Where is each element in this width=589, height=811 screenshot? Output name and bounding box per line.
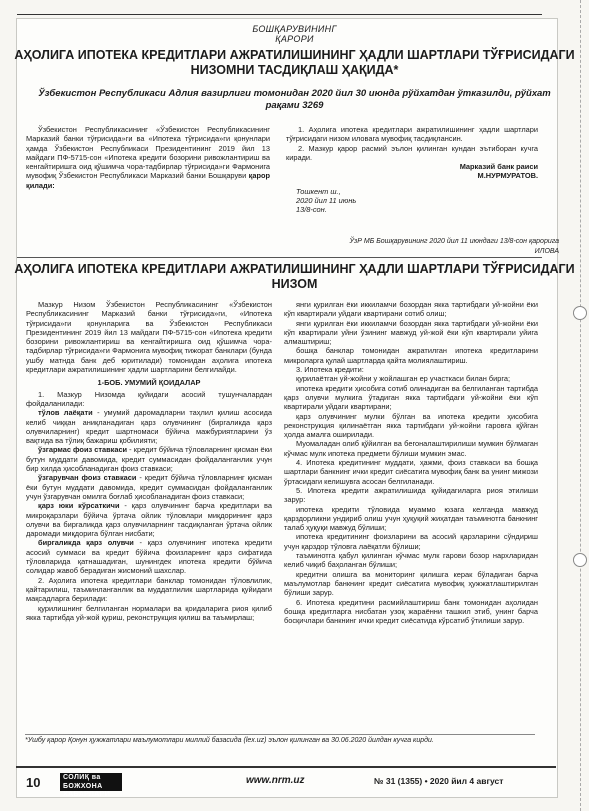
paragraph: 6. Ипотека кредитини расмийлаштириш банк томонидан аҳолидан бошқа кредитларга нисбатан узоқ жараённи ташкил этиб, унинг барча босқичлари банкнинг ички кредит сиёсатида кўрсатиб ўтилиши зарур. — [284, 597, 538, 626]
logo-line: СОЛИҚ ва — [63, 774, 101, 781]
appendix-note: ЎзР МБ Бошқарувининг 2020 йил 11 июндаги 13/8-сон қарорига — [349, 238, 559, 245]
signer-role: Марказий банк раиси — [459, 162, 538, 172]
paragraph: қарз олувчининг мулки бўлган ва ипотека кредити ҳисобига реконструкция қилинаётган якка тартибдаги уй-жойни гаровга қўйган ҳолда амалга оширилади. — [284, 411, 538, 440]
paragraph: ипотека кредитининг фоизларини ва асосий қарзларини сўндириш учун қарздор тўловга лаёқатли бўлиши; — [284, 532, 538, 551]
paragraph: ипотека кредити тўловида муаммо юзага келганда мавжуд қарздорликни ундириб олиш учун ҳуқуқий жиҳатдан таъминотга банкнинг талаб ҳуқуқи мавжуд бўлиши; — [284, 504, 538, 533]
paragraph: янги қурилган ёки иккиламчи бозордан якка тартибдаги уй-жойни ёки кўп квартирали уйдаги квартирани сотиб олиш; — [284, 300, 538, 319]
paragraph: 1. Мазкур Низомда қуйидаги асосий тушунчалардан фойдаланилади: — [26, 389, 272, 408]
binder-hole — [573, 306, 587, 320]
resolved-label: қарор қилади: — [26, 171, 270, 190]
paragraph: кредитни олишга ва мониторинг қилишга керак бўладиган барча маълумотлар банкнинг кредит сиёсатига мувофиқ ҳужжатлаштирилган бўлиши зарур. — [284, 569, 538, 598]
signature-block — [286, 162, 538, 181]
newspaper-logo — [60, 773, 122, 798]
paragraph: 3. Ипотека кредити: — [296, 365, 364, 375]
page-footer — [16, 766, 556, 798]
perforation-line — [580, 0, 581, 811]
place-city: Тошкент ш., — [296, 186, 341, 196]
definition-term: ўзгарувчан фоиз ставкаси — [38, 473, 137, 483]
kicker-line: БОШҚАРУВИНИНГ — [252, 24, 337, 34]
page-number: 10 — [26, 775, 41, 790]
resolution-item: 2. Мазкур қарор расмий эълон қилинган кундан эътиборан кучга киради. — [286, 143, 538, 162]
paragraph: 2. Аҳолига ипотека кредитлари банклар томонидан тўловлилик, қайтарилиш, таъминланганлик ва муддатлилик шартларида қуйидаги мақсадларга берилади: — [26, 575, 272, 604]
paragraph: Муомаладан олиб қўйилган ва бегоналаштирилиши мумкин бўлмаган кўчмас мулк ипотека предмети бўлиши мумкин эмас. — [284, 439, 538, 458]
resolution-title: АҲОЛИГА ИПОТЕКА КРЕДИТЛАРИ АЖРАТИЛИШИНИНГ ҲАДЛИ ШАРТЛАРИ ТЎҒРИСИДАГИ НИЗОМНИ ТАСДИҚЛАШ ҲАҚИДА* — [14, 48, 575, 77]
intro-right-column — [286, 125, 538, 215]
signer-name: М.НУРМУРАТОВ. — [477, 171, 538, 181]
paragraph: ипотека кредити ҳисобига сотиб олинадиган ва белгиланган тартибда қарз олувчи мулкига ўтадиган якка тартибдаги уй-жойни ёки кўп квартирали уйдаги квартирани; — [284, 383, 538, 412]
decree-number: 13/8-сон. — [296, 205, 327, 215]
place-date-text: 2020 йил 11 июнь — [296, 196, 357, 206]
registration-subtitle: Ўзбекистон Республикаси Адлия вазирлиги томонидан 2020 йил 30 июнда рўйхатдан ўтказилди, рўйхат рақами 3269 — [38, 88, 551, 111]
definition-text: - кредит бўйича тўловларнинг қисман ёки бутун муддати давомида, кредит суммасидан фойдаланганлик учун бир хилда ҳисобланадиган фоиз ставкаси; — [26, 445, 272, 474]
paragraph: янги қурилган ёки иккиламчи бозордан якка тартибдаги уй-жойни ёки кўп квартирали уйни ўзининг мавжуд уй-жой ёки кўп квартирали уйига алмаштириш; — [284, 318, 538, 347]
paragraph: қурилаётган уй-жойни у жойлашган ер участкаси билан бирга; — [296, 374, 511, 384]
intro-left-column — [26, 125, 270, 190]
binder-hole — [573, 553, 587, 567]
website-link[interactable]: www.nrm.uz — [246, 775, 305, 786]
section-kicker — [0, 24, 589, 44]
issue-info: № 31 (1355) • 2020 йил 4 август — [374, 776, 504, 786]
place-date — [296, 187, 538, 215]
paragraph: таъминотга қабул қилинган кўчмас мулк гарови бозор нархларидан келиб чиқиб баҳоланган бўлиши; — [284, 551, 538, 570]
definition-text: - қарз олувчининг барча кредитлари ва микроқарзлари бўйича ўртача ойлик тўловлари миқдорининг қарз олувчи ва биргаликда қарз олувчиларнинг тасдиқланган ўртача ойлик даромади миқдорига бўлган нисбати; — [26, 501, 272, 539]
body-left-column — [26, 300, 272, 622]
chapter-heading: 1-БОБ. УМУМИЙ ҚОИДАЛАР — [97, 378, 201, 388]
logo-line: БОЖХОНА ХАБАРЛАРИ — [63, 782, 111, 798]
paragraph: 4. Ипотека кредитининг муддати, ҳажми, фоиз ставкаси ва бошқа шартлари банкнинг ички кредит сиёсатига мувофиқ банк ва унинг мижози ўртасидаги келишувга асосан белгиланади. — [284, 458, 538, 486]
body-right-column — [284, 300, 538, 625]
paragraph: бошқа банклар томонидан ажратилган ипотека кредитларини микроларга қулай шартларда қайта молиялаштириш. — [284, 346, 538, 365]
definition-term: биргаликда қарз олувчи — [38, 538, 134, 548]
intro-text: Ўзбекистон Республикасининг «Ўзбекистон Республикасининг Марказий банки тўғрисида»ги ва «Ипотека тўғрисида»ги қонунлари ҳамда Ўзбекистон Республикаси Президентининг 2019 йил 13 майдаги ПФ-5715-сон «Ипотека кредити бозорини ривожлантириш ва кенгайтиришга оид қўшимча чора-тадбирлар тўғрисида»ги Фармонига мувофиқ Ўзбекистон Республикаси Марказий банки Бошқаруви — [26, 125, 270, 181]
kicker-line: ҚАРОРИ — [275, 34, 314, 44]
section-rule — [17, 257, 542, 258]
definition-text: - қарз олувчининг ипотека кредити асосий суммаси ва кредит бўйича фоизларнинг қарз сифатида тўловларида қатнашадиган, шунингдек ипотека кредити бўйича солидар жавоб берадиган жисмоний шахслар. — [26, 538, 272, 576]
paragraph: қурилишнинг белгиланган нормалари ва қоидаларига риоя қилиб якка тартибда уй-жой қуриш, реконструкция қилиш ва таъмирлаш; — [26, 603, 272, 622]
regulation-title: АҲОЛИГА ИПОТЕКА КРЕДИТЛАРИ АЖРАТИЛИШИНИНГ ҲАДЛИ ШАРТЛАРИ ТЎҒРИСИДАГИ НИЗОМ — [14, 262, 575, 291]
definition-term: тўлов лаёқати — [38, 408, 93, 418]
definition-term: қарз юки кўрсаткичи — [38, 501, 120, 511]
definition-text: - кредит бўйича тўловларнинг қисман ёки бутун муддати давомида, кредит суммасидан фойдаланганлик учун ўзгарувчан омилга боғлаб ҳисобланадиган фоиз ставкаси; — [26, 473, 272, 501]
resolution-item: 1. Аҳолига ипотека кредитлари ажратилишининг ҳадли шартлари тўғрисидаги низом иловага мувофиқ тасдиқлансин. — [286, 125, 538, 144]
definition-text: - умумий даромадларни таҳлил қилиш асосида келиб чиққан аниқланадиган қарз олувчининг (биргаликда қарз олувчиларнинг) кредит шартномаси бўйича мажбуриятларини ўз вақтида ва тўлиқ бажариш қобилияти; — [26, 408, 272, 446]
top-rule — [17, 14, 542, 15]
appendix-label: ИЛОВА — [534, 248, 559, 255]
paragraph: 5. Ипотека кредити ажратилишида қуйидагиларга риоя этилиши зарур: — [284, 485, 538, 505]
footnote: *Ушбу қарор Қонун ҳужжатлари маълумотлари миллий базасида (lex.uz) эълон қилинган ва 30.06.2020 йилдан кучга кирди. — [25, 734, 535, 744]
definition-term: ўзгармас фоиз ставкаси — [38, 445, 128, 455]
paragraph: Мазкур Низом Ўзбекистон Республикасининг «Ўзбекистон Республикасининг Марказий банки тўғрисида»ги, «Ипотека тўғрисида»ги қонунларига ва Ўзбекистон Республикаси Президентининг 2019 йил 13 майдаги ПФ-5715-сон «Ипотека кредити бозорини ривожлантириш ва кенгайтиришга оид қўшимча чора-тадбирлар тўғрисида»ги Фармонига мувофиқ тижорат банклари (бунда ушбу матнда банк деб юритилади) томонидан аҳолига ипотека кредитлари ажратилишининг ҳадли шартларини белгилайди. — [26, 300, 272, 375]
